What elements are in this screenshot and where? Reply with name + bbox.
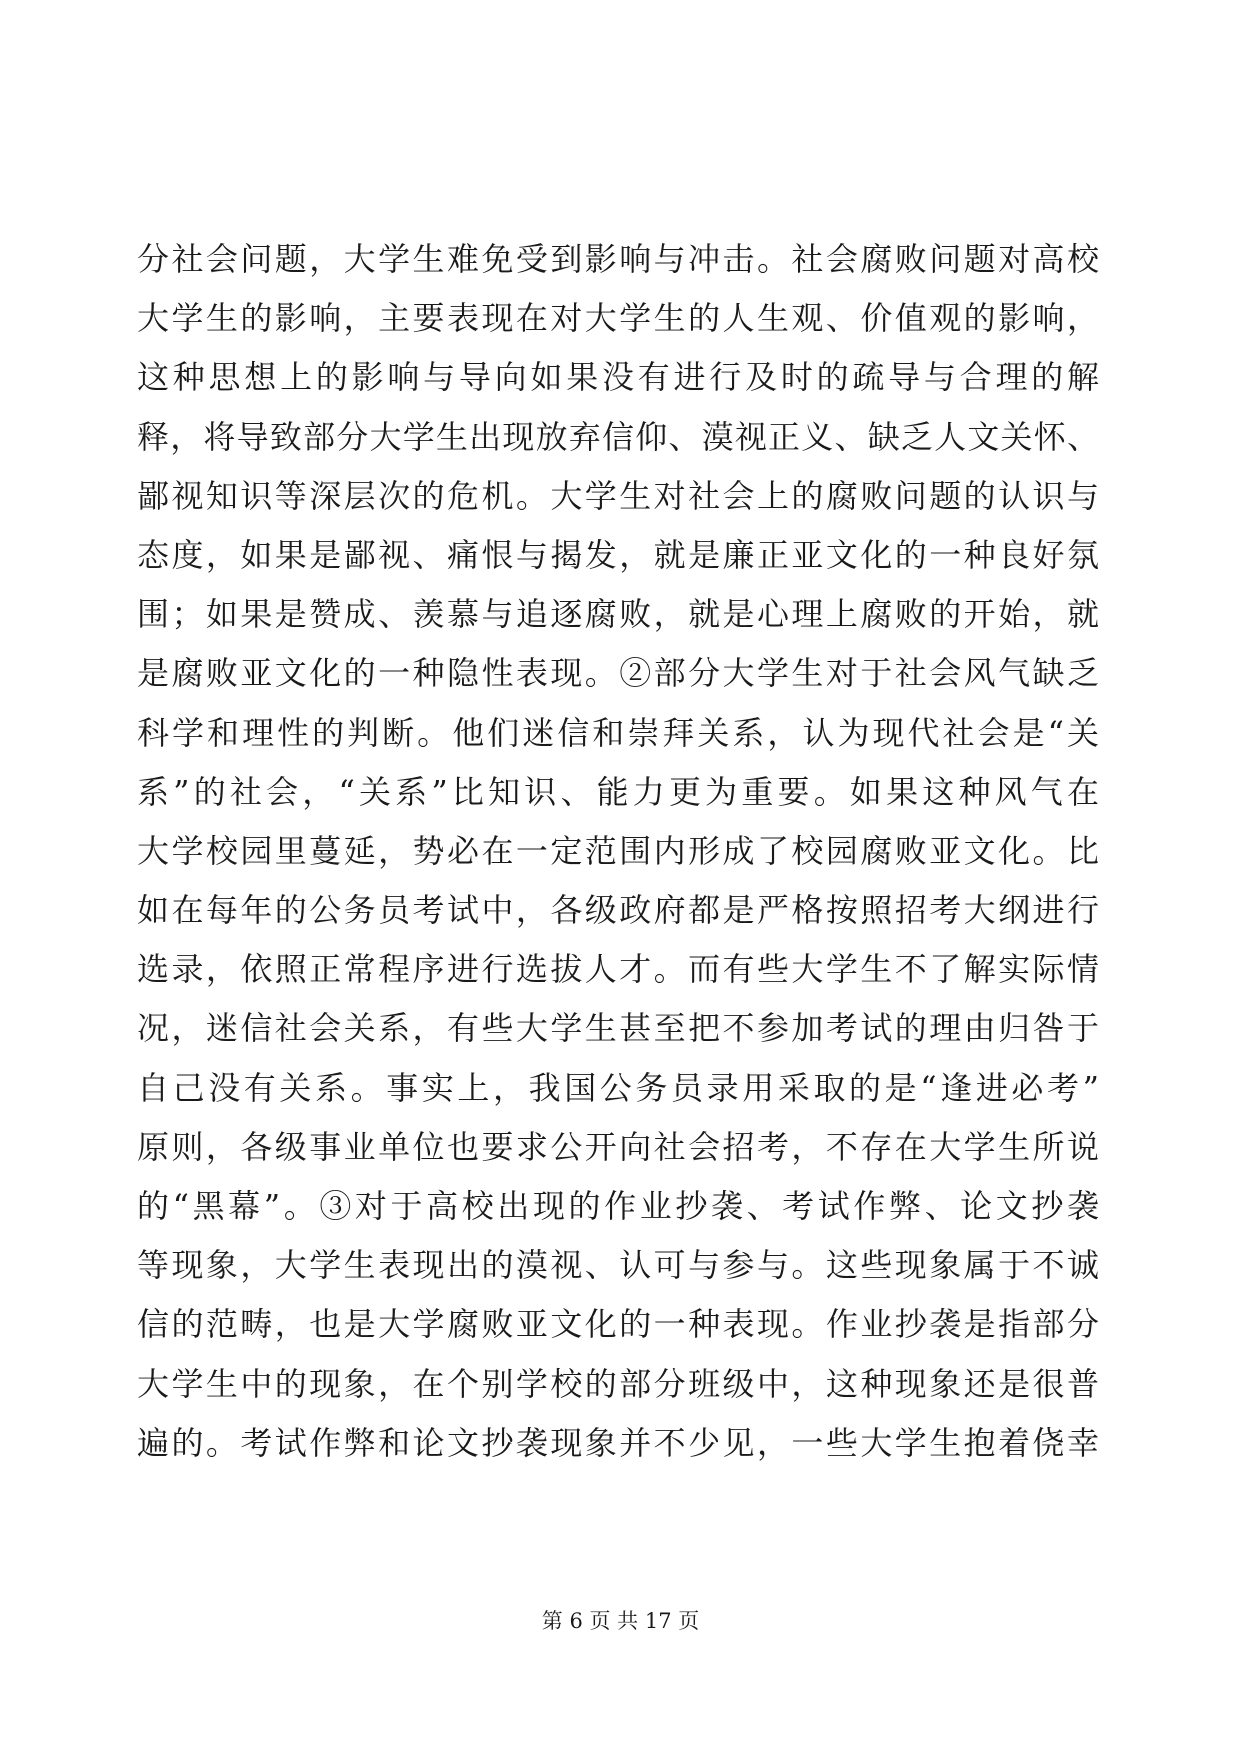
body-text <box>137 230 1099 1473</box>
text-line: 鄙视知识等深层次的危机。大学生对社会上的腐败问题的认识与 <box>137 476 1099 515</box>
text-line: 况，迷信社会关系，有些大学生甚至把不参加考试的理由归咎于 <box>137 1009 1099 1048</box>
text-line: 大学生的影响，主要表现在对大学生的人生观、价值观的影响， <box>137 299 1099 338</box>
text-line: 遍的。考试作弊和论文抄袭现象并不少见，一些大学生抱着侥幸 <box>137 1423 1099 1462</box>
text-line: 态度，如果是鄙视、痛恨与揭发，就是廉正亚文化的一种良好氛 <box>137 535 1099 574</box>
page-footer <box>0 1606 1241 1636</box>
text-line: 信的范畴，也是大学腐败亚文化的一种表现。作业抄袭是指部分 <box>137 1305 1099 1344</box>
text-line: 大学生中的现象，在个别学校的部分班级中，这种现象还是很普 <box>137 1364 1099 1403</box>
text-line: 如在每年的公务员考试中，各级政府都是严格按照招考大纲进行 <box>137 891 1099 930</box>
text-line: 释，将导致部分大学生出现放弃信仰、漠视正义、缺乏人文关怀、 <box>137 417 1099 456</box>
text-line: 是腐败亚文化的一种隐性表现。②部分大学生对于社会风气缺乏 <box>137 654 1099 693</box>
text-line: 围；如果是赞成、羡慕与追逐腐败，就是心理上腐败的开始，就 <box>137 595 1099 634</box>
text-line: 系”的社会，“关系”比知识、能力更为重要。如果这种风气在 <box>137 772 1099 811</box>
text-line: 大学校园里蔓延，势必在一定范围内形成了校园腐败亚文化。比 <box>137 831 1099 870</box>
text-line: 的“黑幕”。③对于高校出现的作业抄袭、考试作弊、论文抄袭 <box>137 1187 1099 1225</box>
text-line: 科学和理性的判断。他们迷信和崇拜关系，认为现代社会是“关 <box>137 713 1099 752</box>
text-line: 这种思想上的影响与导向如果没有进行及时的疏导与合理的解 <box>137 358 1099 397</box>
text-line: 等现象，大学生表现出的漠视、认可与参与。这些现象属于不诚 <box>137 1246 1099 1285</box>
page-number: 第 6 页 共 17 页 <box>541 1609 700 1633</box>
text-line: 原则，各级事业单位也要求公开向社会招考，不存在大学生所说 <box>137 1127 1099 1166</box>
text-line: 分社会问题，大学生难免受到影响与冲击。社会腐败问题对高校 <box>137 240 1099 278</box>
text-line: 选录，依照正常程序进行选拔人才。而有些大学生不了解实际情 <box>137 950 1099 989</box>
text-line: 自己没有关系。事实上，我国公务员录用采取的是“逢进必考” <box>137 1068 1099 1107</box>
